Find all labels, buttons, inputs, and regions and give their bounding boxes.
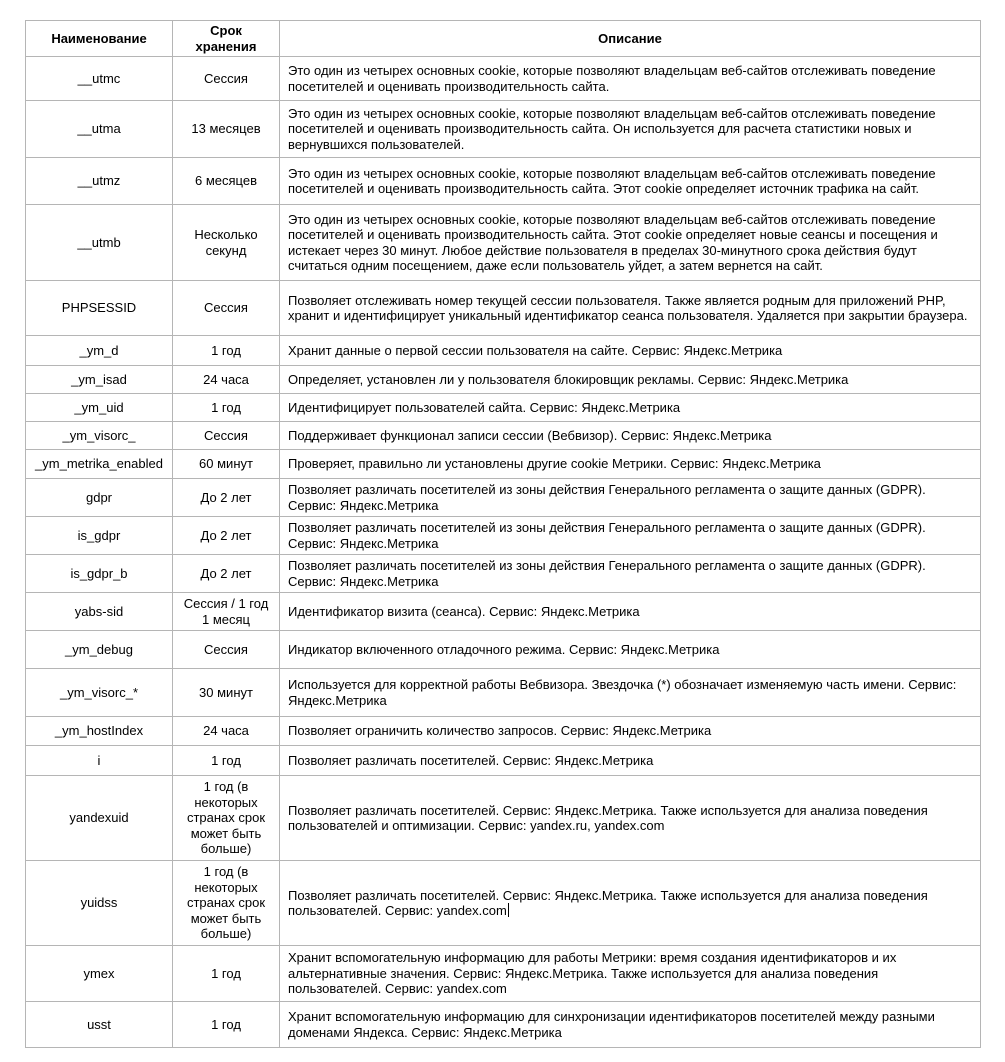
cookie-description: Хранит вспомогательную информацию для работы Метрики: время создания идентификаторов и их альтернативные значения. Сервис: Яндекс.Метрика. Также используется для анализа поведения пользователей. Сервис: yandex.com <box>280 946 981 1002</box>
cookie-name: _ym_uid <box>26 394 173 422</box>
cookie-description: Определяет, установлен ли у пользователя блокировщик рекламы. Сервис: Яндекс.Метрика <box>280 366 981 394</box>
cookie-name: __utmz <box>26 158 173 205</box>
cookie-name: _ym_visorc_ <box>26 422 173 450</box>
table-row <box>26 422 981 450</box>
cookie-term: До 2 лет <box>173 479 280 517</box>
cookie-name: ymex <box>26 946 173 1002</box>
table-row <box>26 479 981 517</box>
cookie-term: Сессия / 1 год 1 месяц <box>173 593 280 631</box>
cookie-name: _ym_isad <box>26 366 173 394</box>
cookie-name: is_gdpr_b <box>26 555 173 593</box>
cookie-name: _ym_hostIndex <box>26 717 173 746</box>
cookie-term: До 2 лет <box>173 517 280 555</box>
cookie-table <box>25 20 981 1048</box>
table-row <box>26 555 981 593</box>
cookie-name: gdpr <box>26 479 173 517</box>
cookie-description: Это один из четырех основных cookie, которые позволяют владельцам веб-сайтов отслеживать поведение посетителей и оценивать производительность сайта. <box>280 57 981 101</box>
cookie-description: Это один из четырех основных cookie, которые позволяют владельцам веб-сайтов отслеживать поведение посетителей и оценивать производительность сайта. Этот cookie определяет новые сеансы и посещения и истекает через 30 минут. Любое действие пользователя в пределах 30-минутного срока действия будут считаться одним посещением, даже если пользователь уйдет, а затем вернется на сайт. <box>280 205 981 281</box>
table-row <box>26 746 981 776</box>
table-row <box>26 1002 981 1048</box>
table-row <box>26 336 981 366</box>
cookie-description: Позволяет различать посетителей из зоны действия Генерального регламента о защите данных (GDPR). Сервис: Яндекс.Метрика <box>280 517 981 555</box>
cookie-term: Сессия <box>173 422 280 450</box>
cookie-description: Позволяет различать посетителей из зоны действия Генерального регламента о защите данных (GDPR). Сервис: Яндекс.Метрика <box>280 555 981 593</box>
cookie-term: 1 год <box>173 394 280 422</box>
table-row <box>26 366 981 394</box>
table-row <box>26 57 981 101</box>
table-row <box>26 158 981 205</box>
cookie-name: usst <box>26 1002 173 1048</box>
table-row <box>26 717 981 746</box>
text-cursor <box>508 903 509 917</box>
cookie-description: Позволяет различать посетителей из зоны действия Генерального регламента о защите данных (GDPR). Сервис: Яндекс.Метрика <box>280 479 981 517</box>
cookie-description[interactable] <box>280 861 981 946</box>
cookie-name: __utmb <box>26 205 173 281</box>
table-row <box>26 281 981 336</box>
header-row <box>26 21 981 57</box>
cookie-description-text: Позволяет различать посетителей. Сервис: Яндекс.Метрика. Также используется для анализа поведения пользователей. Сервис: yandex.com <box>288 887 928 918</box>
cookie-term: Сессия <box>173 57 280 101</box>
cookie-term: 1 год <box>173 336 280 366</box>
cookie-term: 1 год <box>173 1002 280 1048</box>
cookie-name: yuidss <box>26 861 173 946</box>
table-row <box>26 593 981 631</box>
cookie-description: Позволяет различать посетителей. Сервис: Яндекс.Метрика <box>280 746 981 776</box>
cookie-name: i <box>26 746 173 776</box>
cookie-term: 24 часа <box>173 366 280 394</box>
cookie-description: Позволяет ограничить количество запросов. Сервис: Яндекс.Метрика <box>280 717 981 746</box>
cookie-description: Поддерживает функционал записи сессии (Вебвизор). Сервис: Яндекс.Метрика <box>280 422 981 450</box>
table-row <box>26 669 981 717</box>
cookie-term: 6 месяцев <box>173 158 280 205</box>
header-description: Описание <box>280 21 981 57</box>
cookie-name: PHPSESSID <box>26 281 173 336</box>
cookie-name: _ym_visorc_* <box>26 669 173 717</box>
cookie-term: Сессия <box>173 631 280 669</box>
cookie-term: 1 год (в некоторых странах срок может быть больше) <box>173 861 280 946</box>
table-row <box>26 205 981 281</box>
table-row <box>26 517 981 555</box>
cookie-term: 30 минут <box>173 669 280 717</box>
cookie-term: 1 год <box>173 746 280 776</box>
cookie-term: До 2 лет <box>173 555 280 593</box>
table-row <box>26 450 981 479</box>
cookie-name: _ym_metrika_enabled <box>26 450 173 479</box>
cookie-name: yabs-sid <box>26 593 173 631</box>
cookie-description: Хранит вспомогательную информацию для синхронизации идентификаторов посетителей между разными доменами Яндекса. Сервис: Яндекс.Метрика <box>280 1002 981 1048</box>
cookie-description: Проверяет, правильно ли установлены другие cookie Метрики. Сервис: Яндекс.Метрика <box>280 450 981 479</box>
cookie-name: __utmc <box>26 57 173 101</box>
cookie-term: 1 год (в некоторых странах срок может быть больше) <box>173 776 280 861</box>
cookie-description: Используется для корректной работы Вебвизора. Звездочка (*) обозначает изменяемую часть имени. Сервис: Яндекс.Метрика <box>280 669 981 717</box>
table-row <box>26 101 981 158</box>
cookie-description: Это один из четырех основных cookie, которые позволяют владельцам веб-сайтов отслеживать поведение посетителей и оценивать производительность сайта. Этот cookie определяет источник трафика на сайт. <box>280 158 981 205</box>
cookie-term: Сессия <box>173 281 280 336</box>
table-row <box>26 861 981 946</box>
cookie-term: 13 месяцев <box>173 101 280 158</box>
cookie-name: _ym_debug <box>26 631 173 669</box>
cookie-name: _ym_d <box>26 336 173 366</box>
cookie-description: Индикатор включенного отладочного режима. Сервис: Яндекс.Метрика <box>280 631 981 669</box>
cookie-description: Позволяет различать посетителей. Сервис: Яндекс.Метрика. Также используется для анализа поведения пользователей и оптимизации. Сервис: yandex.ru, yandex.com <box>280 776 981 861</box>
cookie-description: Позволяет отслеживать номер текущей сессии пользователя. Также является родным для приложений PHP, хранит и идентифицирует уникальный идентификатор сеанса пользователя. Удаляется при закрытии браузера. <box>280 281 981 336</box>
cookie-description: Идентификатор визита (сеанса). Сервис: Яндекс.Метрика <box>280 593 981 631</box>
cookie-description: Идентифицирует пользователей сайта. Сервис: Яндекс.Метрика <box>280 394 981 422</box>
cookie-term: 24 часа <box>173 717 280 746</box>
table-row <box>26 394 981 422</box>
cookie-name: __utma <box>26 101 173 158</box>
cookie-term: 1 год <box>173 946 280 1002</box>
cookie-name: is_gdpr <box>26 517 173 555</box>
table-row <box>26 946 981 1002</box>
table-row <box>26 776 981 861</box>
cookie-name: yandexuid <box>26 776 173 861</box>
cookie-term: 60 минут <box>173 450 280 479</box>
cookie-term: Несколько секунд <box>173 205 280 281</box>
cookie-description: Хранит данные о первой сессии пользователя на сайте. Сервис: Яндекс.Метрика <box>280 336 981 366</box>
header-term: Срок хранения <box>173 21 280 57</box>
header-name: Наименование <box>26 21 173 57</box>
cookie-description: Это один из четырех основных cookie, которые позволяют владельцам веб-сайтов отслеживать поведение посетителей и оценивать производительность сайта. Он используется для расчета статистики новых и вернувшихся пользователей. <box>280 101 981 158</box>
table-row <box>26 631 981 669</box>
